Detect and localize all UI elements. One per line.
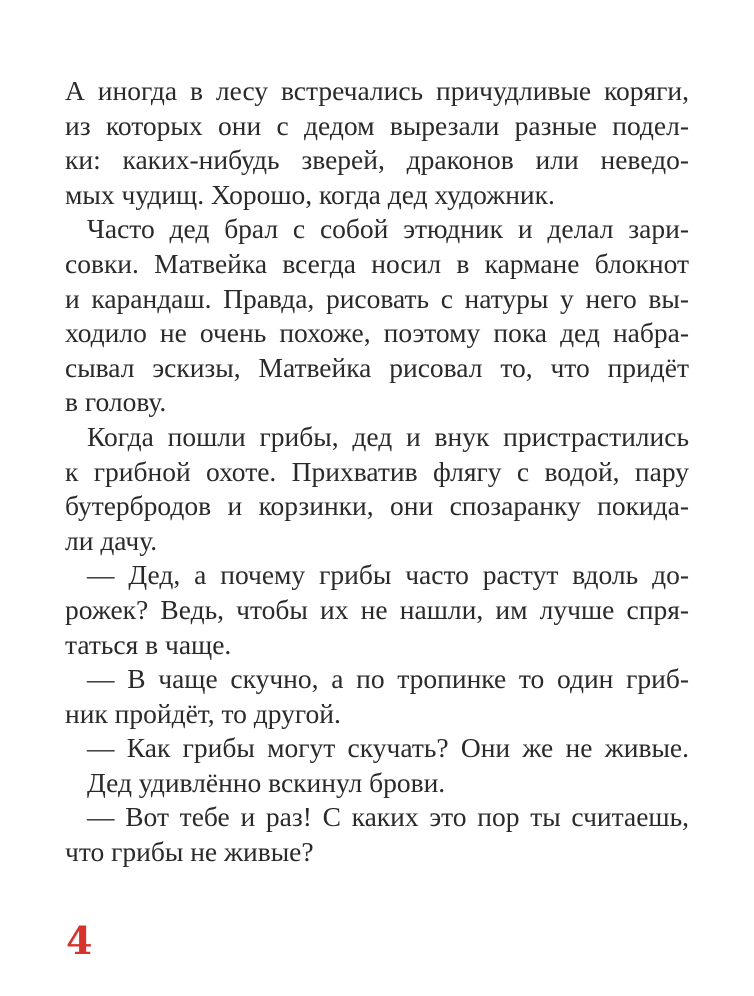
text-line: что грибы не живые? — [65, 836, 314, 868]
text-line: совки. Матвейка всегда носил в кармане блокнот — [65, 247, 689, 279]
text-line: А иногда в лесу встречались причудливые коряги, — [65, 75, 689, 106]
text-line: к грибной охоте. Прихватив флягу с водой, пару — [65, 455, 689, 487]
text-line: из которых они с дедом вырезали разные подел- — [65, 109, 689, 141]
text-line: мых чудищ. Хорошо, когда дед художник. — [65, 178, 555, 210]
text-line: сывал эскизы, Матвейка рисовал то, что придёт — [65, 351, 689, 383]
text-line: ник пройдёт, то другой. — [65, 697, 341, 729]
text-line: — Как грибы могут скучать? Они же не живые. — [87, 732, 689, 764]
text-line: таться в чаще. — [65, 628, 232, 660]
text-line: и карандаш. Правда, рисовать с натуры у него вы- — [65, 282, 689, 314]
text-line: ходило не очень похоже, поэтому пока дед набра- — [65, 317, 689, 349]
text-line: рожек? Ведь, чтобы их не нашли, им лучше спря- — [65, 593, 689, 625]
text-line: Дед удивлённо вскинул брови. — [87, 766, 446, 798]
text-line: Часто дед брал с собой этюдник и делал зари- — [87, 213, 689, 245]
text-line: бутербродов и корзинки, они спозаранку покида- — [65, 490, 689, 522]
text-line: Когда пошли грибы, дед и внук пристрастились — [87, 420, 689, 452]
text-line: — В чаще скучно, а по тропинке то один гриб- — [87, 663, 689, 695]
text-line: в голову. — [65, 386, 167, 418]
body-text — [65, 74, 689, 870]
text-line: — Вот тебе и раз! С каких это пор ты считаешь, — [87, 801, 689, 833]
text-line: — Дед, а почему грибы часто растут вдоль до- — [87, 559, 689, 591]
text-line: ли дачу. — [65, 524, 158, 556]
page-number: 4 — [66, 918, 93, 963]
text-line: ки: каких-нибудь зверей, драконов или неведо- — [65, 144, 689, 176]
